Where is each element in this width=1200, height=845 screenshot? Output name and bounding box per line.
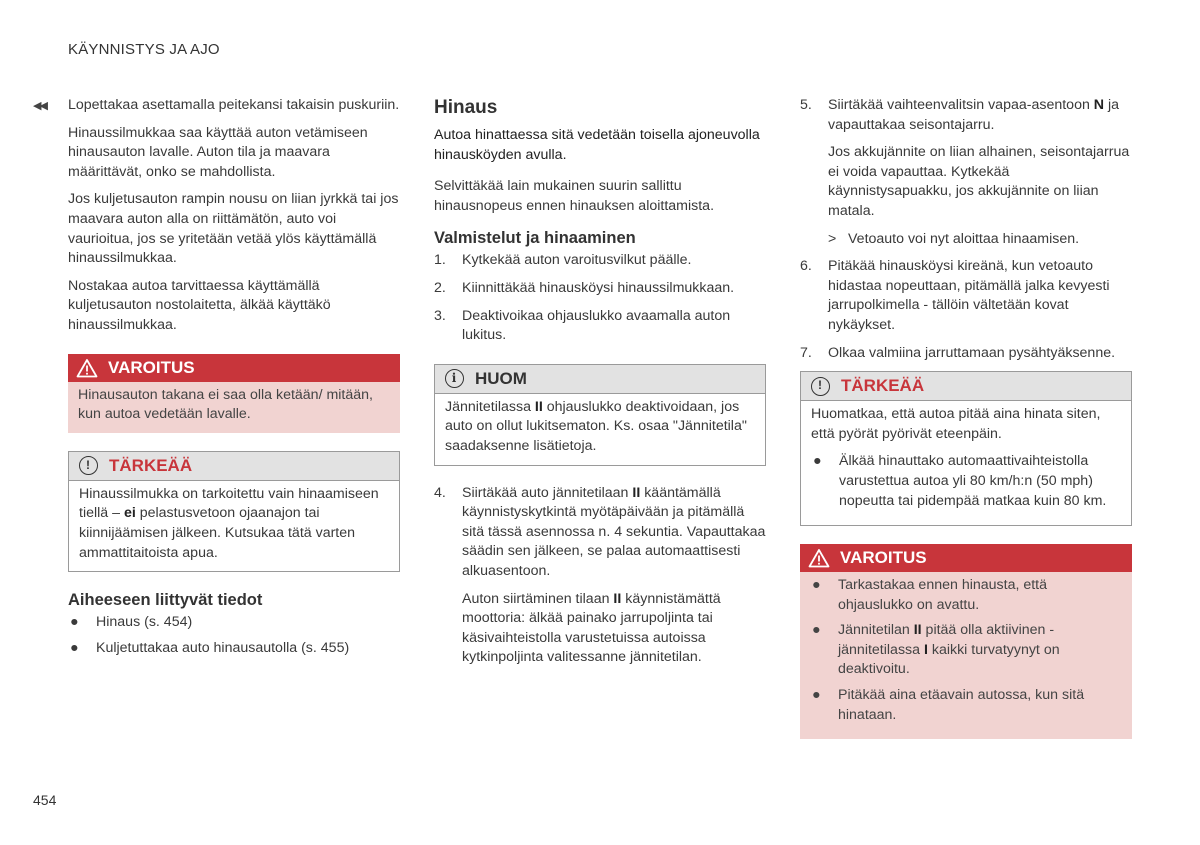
note-header bbox=[435, 365, 765, 394]
important-text: Hinaussilmukka on tarkoitettu vain hinaamiseen tiellä – ei pelastusvetoon ojaanajon tai kiinnijäämisen jälkeen. Kutsukaa tätä varten ammattitaitoista apua. bbox=[79, 485, 379, 561]
warning-bullet: ● Pitäkää aina etäavain autossa, kun sitä hinataan. bbox=[812, 687, 1085, 723]
step-item: 2. Kiinnittäkää hinausköysi hinaussilmukkaan. bbox=[434, 279, 735, 296]
related-list bbox=[68, 613, 400, 658]
note-box bbox=[434, 364, 766, 466]
column-3 bbox=[800, 96, 1132, 757]
exclamation-circle-icon: ! bbox=[809, 375, 831, 397]
warning-box bbox=[68, 354, 400, 433]
exclamation-circle-icon: ! bbox=[77, 455, 99, 477]
paragraph: Nostakaa autoa tarvittaessa käyttämällä kuljetusauton nostolaitetta, älkää käyttäkö hinaussilmukkaa. bbox=[68, 277, 331, 333]
step-item: 3. Deaktivoikaa ohjauslukko avaamalla auton lukitus. bbox=[434, 307, 731, 344]
step-item: 6. Pitäkää hinausköysi kireänä, kun vetoauto hidastaa nopeuttaan, pitämällä jalka kevyesti jarrupolkimella - tällöin vältetään kovat nykäykset. bbox=[800, 258, 1110, 333]
warning-title: VAROITUS bbox=[108, 357, 195, 377]
steps-list bbox=[434, 484, 766, 582]
important-bullet: ● Älkää hinauttako automaattivaihteistolla varustettua autoa yli 80 km/h:n (50 mph) nopeutta tai pidempää matkaa kuin 80 km. bbox=[813, 453, 1107, 509]
step-item: 1. Kytkekää auton varoitusvilkut päälle. bbox=[434, 252, 692, 269]
step-item: 7. Olkaa valmiina jarruttamaan pysähtyäksenne. bbox=[800, 344, 1116, 361]
steps-list bbox=[800, 96, 1132, 135]
warning-triangle-icon bbox=[808, 547, 830, 569]
page-header: KÄYNNISTYS JA AJO bbox=[68, 41, 220, 58]
subsection-title: Valmistelut ja hinaaminen bbox=[434, 229, 636, 248]
important-header bbox=[801, 372, 1131, 401]
lead-paragraph: Autoa hinattaessa sitä vedetään toisella ajoneuvolla hinausköyden avulla. bbox=[434, 127, 760, 163]
warning-triangle-icon bbox=[76, 357, 98, 379]
step-item: 5. Siirtäkää vaihteenvalitsin vapaa-asentoon N ja vapauttakaa seisontajarru. bbox=[800, 97, 1120, 133]
paragraph: Selvittäkää lain mukainen suurin sallittu hinausnopeus ennen hinauksen aloittamista. bbox=[434, 178, 715, 214]
important-body bbox=[801, 401, 1131, 525]
related-heading: Aiheeseen liittyvät tiedot bbox=[68, 591, 263, 610]
paragraph: Jos kuljetusauton rampin nousu on liian jyrkkä tai jos maavara auton alla on riittämätön, auto voi vaurioitua, jos se yritetään vetää ylös käyttämällä hinaussilmukkaa. bbox=[68, 191, 399, 267]
warning-body bbox=[800, 572, 1132, 739]
page-number: 454 bbox=[33, 792, 57, 808]
important-box bbox=[800, 371, 1132, 526]
warning-header bbox=[68, 354, 400, 382]
info-circle-icon: i bbox=[443, 368, 465, 390]
paragraph: Lopettakaa asettamalla peitekansi takaisin puskuriin. bbox=[68, 97, 400, 113]
steps-list bbox=[434, 251, 766, 345]
step-item: 4. Siirtäkää auto jännitetilaan II kääntämällä käynnistyskytkintä myötäpäivään ja pitämällä sitä tässä asennossa n. 4 sekuntia. Vapauttakaa säädin sen jälkeen, se palaa automaattisesti alkuasentoon. bbox=[434, 484, 766, 579]
step-note: Jos akkujännite on liian alhainen, seisontajarrua ei voida vapauttaa. Kytkekää käynnistysapuakku, jos akkujännite on liian matala. bbox=[828, 144, 1130, 219]
continuation-icon: ◀◀ bbox=[33, 100, 46, 112]
important-box bbox=[68, 451, 400, 572]
warning-text: Hinausauton takana ei saa olla ketään/ mitään, kun autoa vedetään lavalle. bbox=[78, 386, 373, 423]
note-title: HUOM bbox=[475, 368, 527, 388]
warning-title: VAROITUS bbox=[840, 548, 927, 568]
important-title: TÄRKEÄÄ bbox=[109, 455, 193, 475]
step-note: Auton siirtäminen tilaan II käynnistämättä moottoria: älkää painako jarrupoljinta tai käsivaihteistolla varustetuissa autoissa kytkinpoljinta valitessanne jännitetilan. bbox=[462, 590, 721, 666]
step-result: > Vetoauto voi nyt aloittaa hinaamisen. bbox=[828, 230, 1080, 247]
important-title: TÄRKEÄÄ bbox=[841, 376, 925, 396]
note-text: Jännitetilassa II ohjauslukko deaktivoidaan, jos auto on ollut lukitsematon. Ks. osaa "Jännitetila" saadaksenne lisätietoja. bbox=[445, 398, 747, 454]
warning-box bbox=[800, 544, 1132, 739]
related-link[interactable]: ● Hinaus (s. 454) bbox=[70, 614, 193, 631]
warning-bullet: ● Tarkastakaa ennen hinausta, että ohjauslukko on avattu. bbox=[812, 577, 1048, 613]
column-2 bbox=[434, 96, 766, 676]
important-text: Huomatkaa, että autoa pitää aina hinata siten, että pyörät pyörivät eteenpäin. bbox=[811, 406, 1101, 442]
important-header bbox=[69, 452, 399, 481]
paragraph: Hinaussilmukkaa saa käyttää auton vetämiseen hinausauton lavalle. Auton tila ja maavara määrittävät, onko se mahdollista. bbox=[68, 124, 368, 180]
warning-header bbox=[800, 544, 1132, 572]
steps-list bbox=[800, 257, 1132, 363]
section-title: Hinaus bbox=[434, 97, 498, 118]
warning-bullet: ● Jännitetilan II pitää olla aktiivinen - jännitetilassa I kaikki turvatyynyt on deaktivoitu. bbox=[812, 622, 1060, 678]
column-1 bbox=[68, 96, 400, 664]
related-link[interactable]: ● Kuljetuttakaa auto hinausautolla (s. 455) bbox=[70, 639, 350, 656]
